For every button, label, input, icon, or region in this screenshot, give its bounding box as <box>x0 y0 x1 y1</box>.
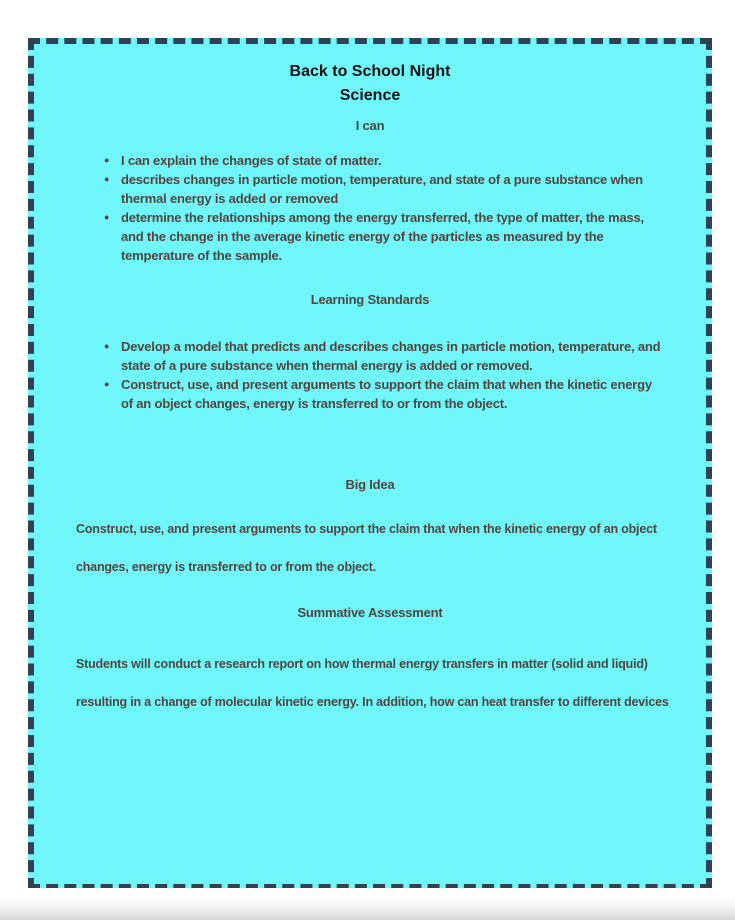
summative-paragraph-line: Students will conduct a research report on how thermal energy transfers in matter (solid and liquid) <box>76 657 648 671</box>
big-idea-heading: Big Idea <box>345 477 395 492</box>
learning-standards-bullet-list <box>104 337 662 413</box>
list-item: ● Construct, use, and present arguments to support the claim that when the kinetic energy of an object changes, energy is transferred to or from the object. <box>104 375 662 413</box>
big-idea-paragraph-line: Construct, use, and present arguments to support the claim that when the kinetic energy of an object <box>76 522 657 536</box>
learning-standards-heading: Learning Standards <box>310 292 430 307</box>
list-item: ● I can explain the changes of state of matter. <box>104 151 662 170</box>
bordered-content-cell[interactable] <box>28 38 712 890</box>
list-item: ● Develop a model that predicts and describes changes in particle motion, temperature, and state of a pure substance when thermal energy is added or removed. <box>104 337 662 375</box>
i-can-bullet-list <box>104 151 662 265</box>
list-item: ● determine the relationships among the energy transferred, the type of matter, the mass, and the change in the average kinetic energy of the particles as measured by the temperature of the sample. <box>104 208 662 265</box>
doc-title-line1: Back to School Night <box>289 63 451 80</box>
subtitle-i-can: I can <box>355 118 385 133</box>
summative-assessment-heading: Summative Assessment <box>297 605 443 620</box>
doc-title-line2: Science <box>339 87 401 104</box>
list-item: ● describes changes in particle motion, temperature, and state of a pure substance when thermal energy is added or removed <box>104 170 662 208</box>
big-idea-paragraph-line: changes, energy is transferred to or from the object. <box>76 560 376 574</box>
summative-paragraph-line: resulting in a change of molecular kinetic energy. In addition, how can heat transfer to different devices <box>76 695 669 709</box>
page-bottom-edge-shadow <box>0 888 735 920</box>
